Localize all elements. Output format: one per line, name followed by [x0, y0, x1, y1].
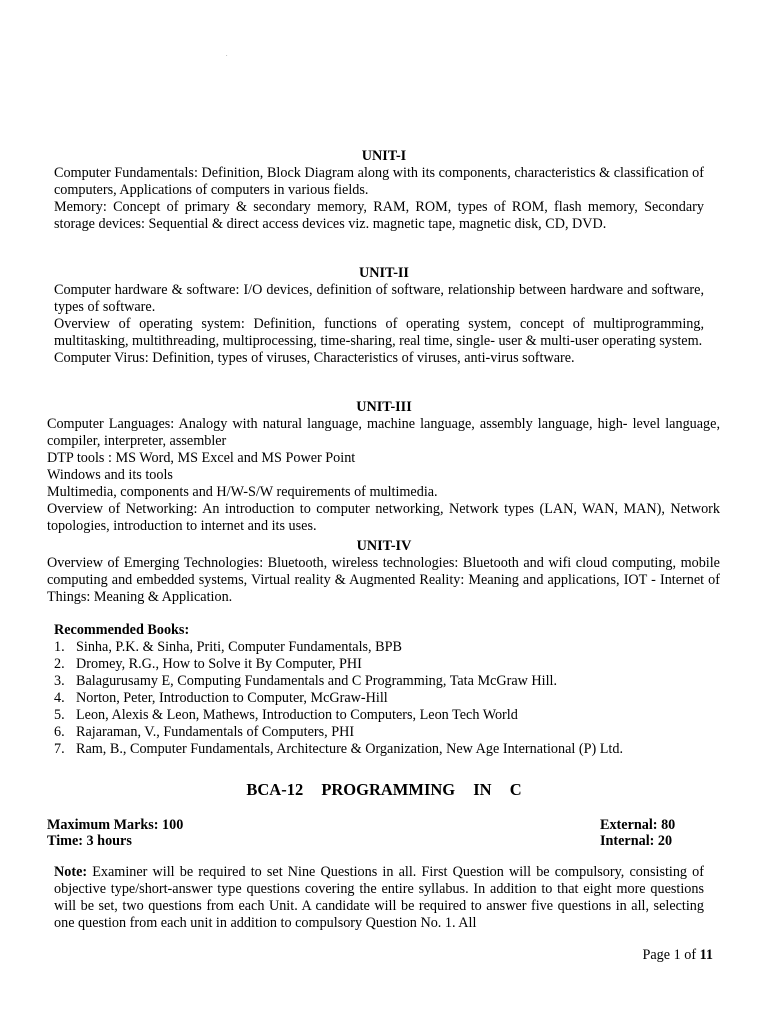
unit-3-paragraph: DTP tools : MS Word, MS Excel and MS Power Point: [47, 450, 356, 466]
page-number-total: 11: [699, 947, 713, 963]
internal-marks: Internal: 20: [600, 833, 673, 849]
unit-1-paragraph: Memory: Concept of primary & secondary memory, RAM, ROM, types of ROM, flash memory, Secondary storage devices: Sequential & direct access devices viz. magnetic tape, magnetic disk, CD, DVD.: [54, 199, 704, 232]
examiner-note: [54, 864, 704, 932]
recommended-books-list: [54, 639, 623, 758]
unit-4-heading: UNIT-IV: [356, 538, 412, 554]
unit-2-heading: UNIT-II: [359, 265, 409, 281]
book-item: [54, 707, 623, 724]
unit-2-body: [54, 282, 704, 367]
book-item: [54, 724, 623, 741]
unit-3-paragraph: Multimedia, components and H/W-S/W requirements of multimedia.: [47, 484, 438, 500]
book-number: 3.: [54, 673, 65, 689]
book-text: Norton, Peter, Introduction to Computer, McGraw-Hill: [76, 690, 388, 706]
unit-1-heading: UNIT-I: [361, 148, 407, 164]
unit-3-body: [47, 416, 720, 535]
note-paragraph: [54, 864, 704, 932]
maximum-marks: Maximum Marks: 100: [47, 817, 184, 833]
unit-4-paragraph: Overview of Emerging Technologies: Bluetooth, wireless technologies: Bluetooth and wifi cloud computing, mobile computing and embedded systems, Virtual reality & Augmented Reality: Meaning and applications, IOT - Internet of Things: Meaning & Application.: [47, 555, 720, 605]
book-item: [54, 741, 623, 758]
book-text: Dromey, R.G., How to Solve it By Computer, PHI: [76, 656, 362, 672]
time-allowed: Time: 3 hours: [47, 833, 132, 849]
book-item: [54, 639, 623, 656]
book-text: Leon, Alexis & Leon, Mathews, Introduction to Computers, Leon Tech World: [76, 707, 518, 723]
unit-1-paragraph: Computer Fundamentals: Definition, Block Diagram along with its components, characteristics & classification of computers, Applications of computers in various fields.: [54, 165, 704, 198]
book-number: 2.: [54, 656, 65, 672]
recommended-books-heading: Recommended Books:: [54, 622, 190, 638]
note-text: Examiner will be required to set Nine Questions in all. First Question will be compulsory, consisting of objective type/short-answer type questions covering the entire syllabus. In addition to that eight more questions will be set, two questions from each Unit. A candidate will be required to answer five questions in all, selecting one question from each unit in addition to compulsory Question No. 1. All: [54, 864, 704, 931]
paper-title: BCA-12 PROGRAMMING IN C: [246, 780, 522, 799]
unit-3-paragraph: Computer Languages: Analogy with natural language, machine language, assembly language, high- level language, compiler, interpreter, assembler: [47, 416, 720, 449]
unit-2-paragraph: Overview of operating system: Definition, functions of operating system, concept of multiprogramming, multitasking, multithreading, multiprocessing, time-sharing, real time, single- user & multi-user operating system.: [54, 316, 704, 349]
unit-2-paragraph: Computer hardware & software: I/O devices, definition of software, relationship between hardware and software, types of software.: [54, 282, 704, 315]
unit-3-paragraph: Windows and its tools: [47, 467, 173, 483]
unit-3-heading: UNIT-III: [356, 399, 412, 415]
external-marks: External: 80: [600, 817, 676, 833]
book-text: Balagurusamy E, Computing Fundamentals and C Programming, Tata McGraw Hill.: [76, 673, 558, 689]
book-number: 6.: [54, 724, 65, 740]
book-item: [54, 673, 623, 690]
book-number: 1.: [54, 639, 65, 655]
unit-2-paragraph: Computer Virus: Definition, types of viruses, Characteristics of viruses, anti-virus software.: [54, 350, 575, 366]
note-label: Note:: [54, 864, 88, 880]
unit-4-body: [47, 555, 720, 606]
book-text: Rajaraman, V., Fundamentals of Computers, PHI: [76, 724, 355, 740]
page-number-prefix: Page 1 of: [642, 947, 700, 963]
book-number: 7.: [54, 741, 65, 757]
book-number: 4.: [54, 690, 65, 706]
book-item: [54, 656, 623, 673]
page-number: [642, 947, 713, 964]
book-item: [54, 690, 623, 707]
unit-1-body: [54, 165, 704, 233]
book-text: Ram, B., Computer Fundamentals, Architecture & Organization, New Age International (P) Ltd.: [76, 741, 624, 757]
book-number: 5.: [54, 707, 65, 723]
unit-3-paragraph: Overview of Networking: An introduction to computer networking, Network types (LAN, WAN, MAN), Network topologies, introduction to internet and its uses.: [47, 501, 720, 534]
stray-mark: .: [226, 52, 228, 58]
book-text: Sinha, P.K. & Sinha, Priti, Computer Fundamentals, BPB: [76, 639, 402, 655]
